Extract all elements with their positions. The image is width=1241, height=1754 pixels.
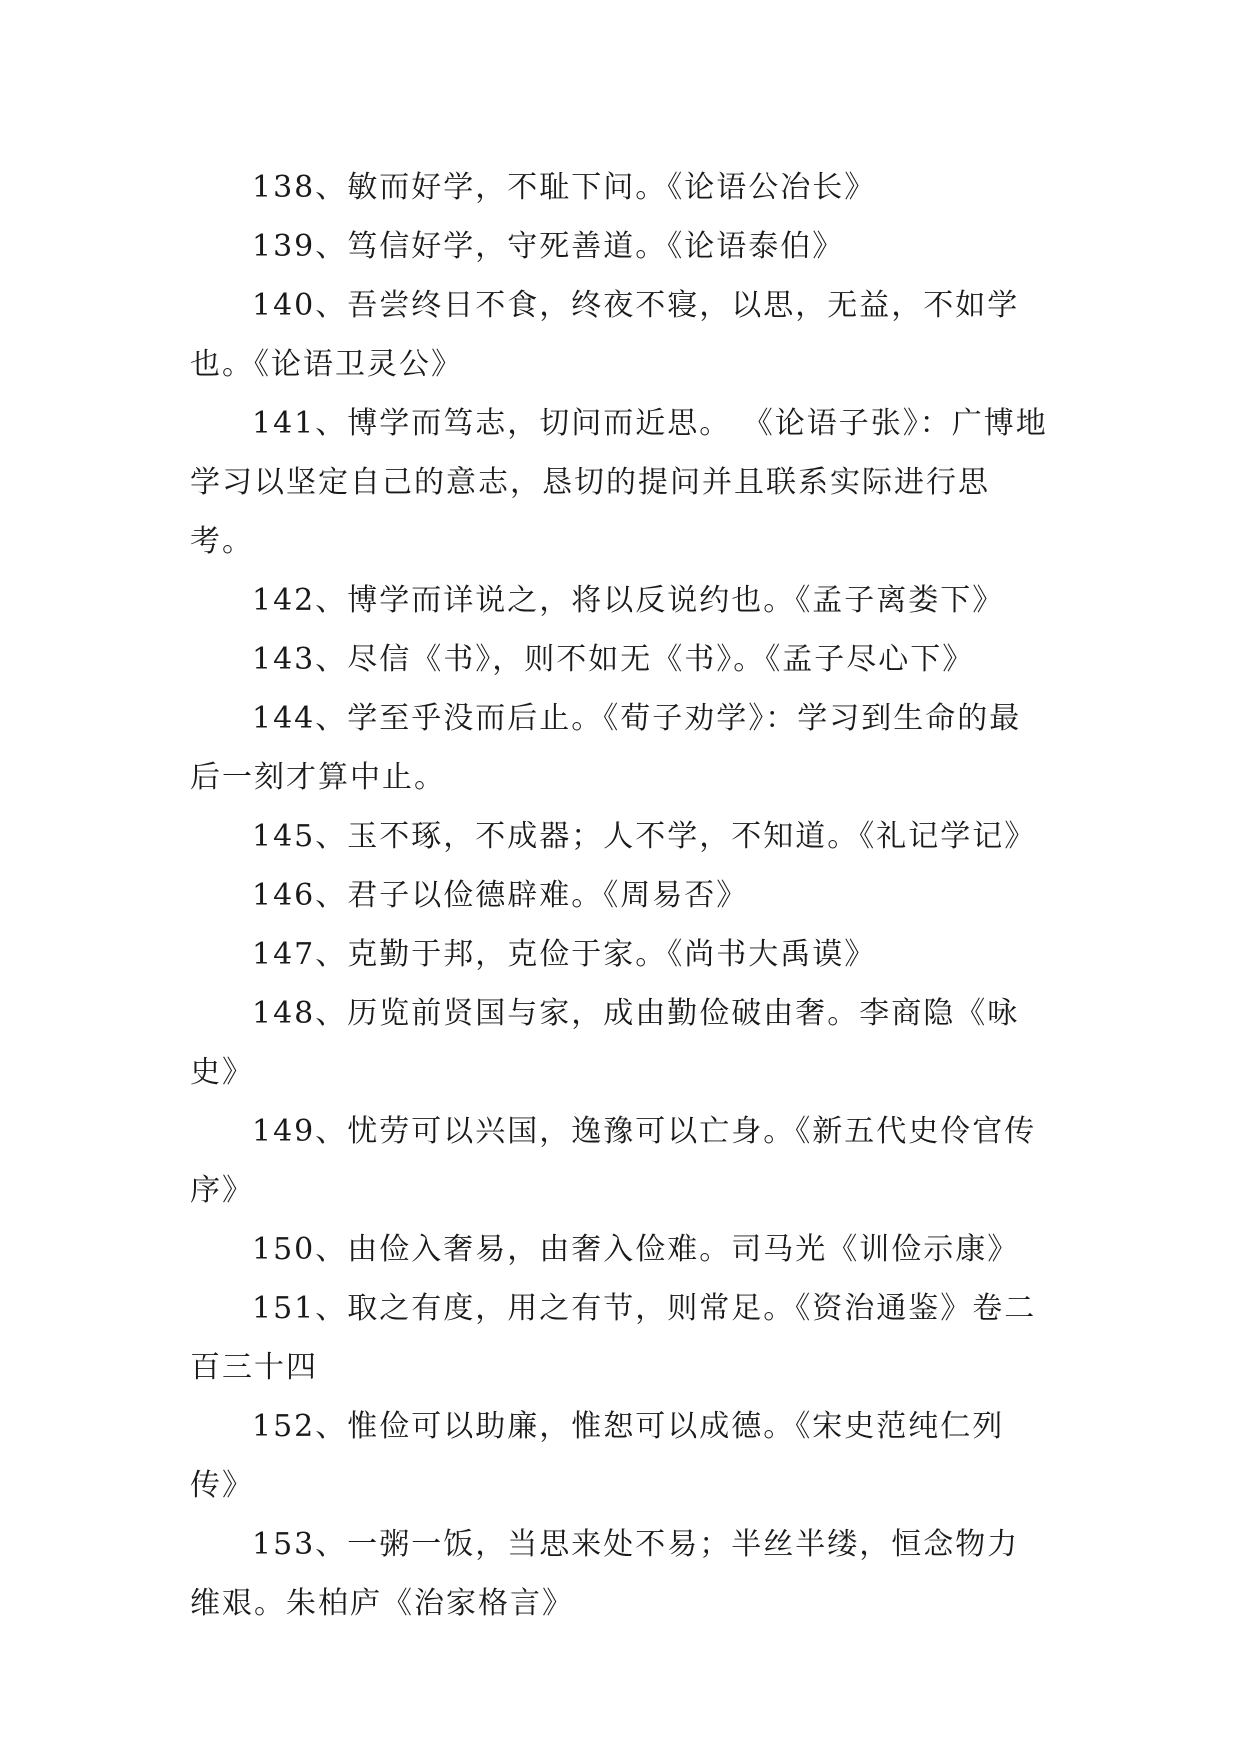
quote-paragraph-144: 144、学至乎没而后止。《荀子劝学》：学习到生命的最后一刻才算中止。 bbox=[190, 701, 1022, 795]
quote-paragraph-138: 138、敏而好学，不耻下问。《论语公冶长》 bbox=[252, 170, 877, 205]
quote-paragraph-153: 153、一粥一饭，当思来处不易；半丝半缕，恒念物力维艰。朱柏庐《治家格言》 bbox=[190, 1527, 1020, 1621]
quote-paragraph-139: 139、笃信好学，守死善道。《论语泰伯》 bbox=[252, 229, 845, 264]
quote-paragraph-150: 150、由俭入奢易，由奢入俭难。司马光《训俭示康》 bbox=[252, 1232, 1020, 1267]
quote-paragraph-142: 142、博学而详说之，将以反说约也。《孟子离娄下》 bbox=[252, 583, 1005, 618]
quote-paragraph-148: 148、历览前贤国与家，成由勤俭破由奢。李商隐《咏史》 bbox=[190, 996, 1020, 1090]
quote-paragraph-152: 152、惟俭可以助廉，惟恕可以成德。《宋史范纯仁列传》 bbox=[190, 1409, 1005, 1503]
quote-paragraph-143: 143、尽信《书》，则不如无《书》。《孟子尽心下》 bbox=[252, 642, 975, 677]
quote-paragraph-145: 145、玉不琢，不成器；人不学，不知道。《礼记学记》 bbox=[252, 819, 1037, 854]
document-page bbox=[190, 158, 1050, 1633]
quote-paragraph-141: 141、博学而笃志，切问而近思。 《论语子张》：广博地学习以坚定自己的意志，恳切的提问并且联系实际进行思考。 bbox=[190, 406, 1048, 559]
quote-paragraph-149: 149、忧劳可以兴国，逸豫可以亡身。《新五代史伶官传序》 bbox=[190, 1114, 1037, 1208]
quote-paragraph-140: 140、吾尝终日不食，终夜不寝，以思，无益，不如学也。《论语卫灵公》 bbox=[190, 288, 1020, 382]
quote-paragraph-147: 147、克勤于邦，克俭于家。《尚书大禹谟》 bbox=[252, 937, 877, 972]
quote-paragraph-151: 151、取之有度，用之有节，则常足。《资治通鉴》卷二百三十四 bbox=[190, 1291, 1037, 1385]
quote-paragraph-146: 146、君子以俭德辟难。《周易否》 bbox=[252, 878, 749, 913]
